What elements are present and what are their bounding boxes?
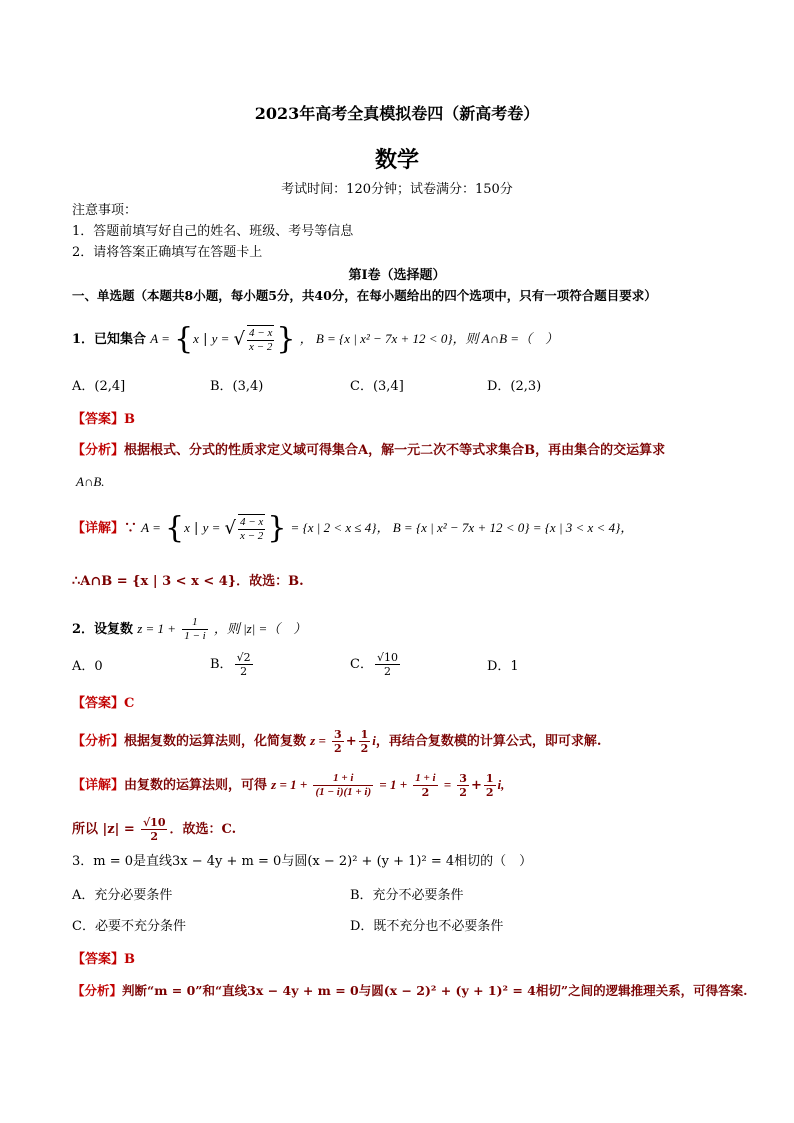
fraction-denominator: 2 <box>421 786 430 799</box>
brace-close: } <box>267 510 287 546</box>
analysis-tag: 【分析】 <box>72 734 125 749</box>
detail-text: 由复数的运算法则，可得 <box>124 778 268 793</box>
radicand-fraction <box>238 514 265 543</box>
conclusion-line: ∴A∩B = {x | 3 < x < 4}．故选：B. <box>72 574 304 589</box>
detail-rest: = {x | 2 < x ≤ 4}， B = {x | x² − 7x + 12 < 0} = {x | 3 < x < 4}， <box>290 520 634 535</box>
fraction <box>313 772 373 799</box>
subject-heading: 数学 <box>374 147 419 173</box>
fraction-numerator: 4 − x <box>249 327 273 339</box>
notice-heading: 注意事项： <box>72 203 138 218</box>
fraction-numerator: 1 <box>360 728 369 741</box>
option-d: D．既不充分也不必要条件 <box>350 919 504 934</box>
question-2-prefix: 2．设复数 <box>72 622 134 637</box>
fraction-numerator: √10 <box>376 651 398 664</box>
fraction-numerator: 4 − x <box>240 516 264 528</box>
fraction-numerator: 1 + i <box>313 772 373 786</box>
fraction-denominator: 2 <box>459 786 467 799</box>
fraction-denominator: 2 <box>150 830 159 843</box>
answer-value: B <box>124 952 136 967</box>
option-c-fraction <box>375 651 400 678</box>
detail-line <box>72 770 504 801</box>
fraction-denominator: 2 <box>383 665 391 678</box>
exam-info: 考试时间：120分钟；试卷满分：150分 <box>281 182 513 197</box>
analysis-end: ，再结合复数模的计算公式，即可求解. <box>375 734 602 749</box>
answer-line <box>72 951 135 969</box>
option-d: D．1 <box>487 659 519 674</box>
option-b-fraction <box>235 651 253 678</box>
fraction-denominator: 2 <box>485 786 494 799</box>
fraction <box>484 772 496 799</box>
fraction-denominator: (1 − i)(1 + i) <box>315 786 372 798</box>
option-c: C．(3,4] <box>350 379 404 394</box>
option-b <box>210 650 255 680</box>
section-instruction: 一、单选题（本题共8小题，每小题5分，共40分，在每小题给出的四个选项中，只有一项符合题目要求） <box>72 288 657 303</box>
set-a-label: A = <box>150 331 170 346</box>
detail-line: 【详解】∵ A = {x | y = √ $\frac{4 - x}{x - 2}$ } = {x | 2 < x ≤ 4}， B = {x | x² − 7x + 12 < 0} = {x | 3 < x < 4}， <box>72 510 634 546</box>
analysis-tag: 【分析】 <box>72 443 125 458</box>
conclusion-line <box>72 815 236 845</box>
detail-lead: ∵ <box>124 521 138 536</box>
fraction-numerator: 3 <box>459 772 467 785</box>
option-d: D．(2,3) <box>487 379 542 394</box>
option-b-label: B． <box>210 657 233 672</box>
fraction-numerator: √10 <box>142 816 166 829</box>
fraction-numerator: 1 + i <box>415 772 436 784</box>
fraction <box>413 772 437 799</box>
question-2-suffix: ，则 |z| =（ ） <box>213 621 307 636</box>
sqrt-icon: √ <box>224 517 236 539</box>
analysis-text: 根据复数的运算法则，化简复数 <box>124 734 307 749</box>
question-2-stem <box>72 614 306 645</box>
option-a: A．充分必要条件 <box>72 888 173 903</box>
notice-item: 1．答题前填写好自己的姓名、班级、考号等信息 <box>72 224 354 239</box>
radicand-fraction <box>247 325 274 354</box>
analysis-text: 判断“m = 0”和“直线3x − 4y + m = 0与圆(x − 2)² + (y + 1)² = 4相切”之间的逻辑推理关系，可得答案. <box>122 983 748 998</box>
detail-tag: 【详解】 <box>72 778 125 793</box>
imaginary-unit: i, <box>497 777 505 792</box>
fraction-numerator: 1 <box>485 772 494 785</box>
z-expr: z = 1 + <box>137 621 177 636</box>
fraction <box>141 816 168 843</box>
fraction-denominator: 2 <box>240 665 248 678</box>
analysis-continuation: A∩B. <box>76 474 105 489</box>
fraction <box>457 772 469 799</box>
analysis-text: 根据根式、分式的性质求定义域可得集合A，解一元二次不等式求集合B，再由集合的交运算求 <box>124 443 666 458</box>
option-a: A．0 <box>72 659 103 674</box>
answer-value: B <box>124 412 136 427</box>
z-expr: z = 1 + <box>271 777 308 792</box>
notice-item: 2．请将答案正确填写在答题卡上 <box>72 245 263 260</box>
detail-tag: 【详解】 <box>72 521 125 536</box>
answer-line <box>72 411 135 429</box>
fraction <box>332 728 344 755</box>
question-3-stem: 3．m = 0是直线3x − 4y + m = 0与圆(x − 2)² + (y + 1)² = 4相切的（ ） <box>72 854 533 869</box>
brace-open: { <box>165 510 185 546</box>
option-c <box>350 650 402 680</box>
answer-line <box>72 695 134 713</box>
option-b: B．(3,4) <box>210 379 264 394</box>
conclusion-end: ．故选：C. <box>169 822 237 837</box>
fraction-denominator: 2 <box>334 742 342 755</box>
brace-close: } <box>276 321 296 357</box>
section-title: 第I卷（选择题） <box>348 268 446 283</box>
z-expr: z = <box>310 733 326 748</box>
fraction <box>359 728 371 755</box>
sqrt-icon: √ <box>233 328 246 350</box>
analysis-line <box>72 982 747 1000</box>
set-y: y = <box>211 331 230 346</box>
option-c-label: C． <box>350 657 373 672</box>
fraction-numerator: √2 <box>236 651 251 664</box>
answer-tag: 【答案】 <box>72 696 125 711</box>
brace-open: { <box>174 321 194 357</box>
answer-tag: 【答案】 <box>72 952 125 967</box>
set-var: x <box>193 331 199 346</box>
question-1-stem: 1．已知集合 A = {x | y = √ $\frac{4 - x}{x - 2}$ } ， B = {x | x² − 7x + 12 < 0}，则 A∩B =（ ） <box>72 321 559 357</box>
answer-tag: 【答案】 <box>72 412 125 427</box>
conclusion-lead: 所以 |z| = <box>72 822 135 837</box>
question-1-prefix: 1．已知集合 <box>72 332 147 347</box>
set-a-label: A = <box>141 520 161 535</box>
plus-sign: + <box>345 734 357 749</box>
question-1-rest: ， B = {x | x² − 7x + 12 < 0}，则 A∩B =（ ） <box>299 331 559 346</box>
option-c: C．必要不充分条件 <box>72 919 186 934</box>
plus-sign: + <box>470 778 482 793</box>
option-a: A．(2,4] <box>72 379 126 394</box>
analysis-line <box>72 442 665 460</box>
fraction-numerator: 1 <box>182 616 207 630</box>
fraction-denominator: 1 − i <box>184 630 206 642</box>
equals-sign: = <box>443 777 452 792</box>
exam-title: 2023年高考全真模拟卷四（新高考卷） <box>254 104 540 123</box>
analysis-line <box>72 726 601 757</box>
set-var: x <box>184 520 190 535</box>
fraction-denominator: x − 2 <box>240 530 264 542</box>
z-fraction <box>182 616 207 643</box>
fraction-denominator: x − 2 <box>249 341 273 353</box>
option-b: B．充分不必要条件 <box>350 888 464 903</box>
set-y: y = <box>202 520 221 535</box>
answer-value: C <box>124 696 135 711</box>
analysis-tag: 【分析】 <box>72 983 123 998</box>
fraction-denominator: 2 <box>360 742 369 755</box>
imaginary-unit: i <box>372 733 376 748</box>
fraction-numerator: 3 <box>334 728 342 741</box>
equals-expr: = 1 + <box>379 777 408 792</box>
